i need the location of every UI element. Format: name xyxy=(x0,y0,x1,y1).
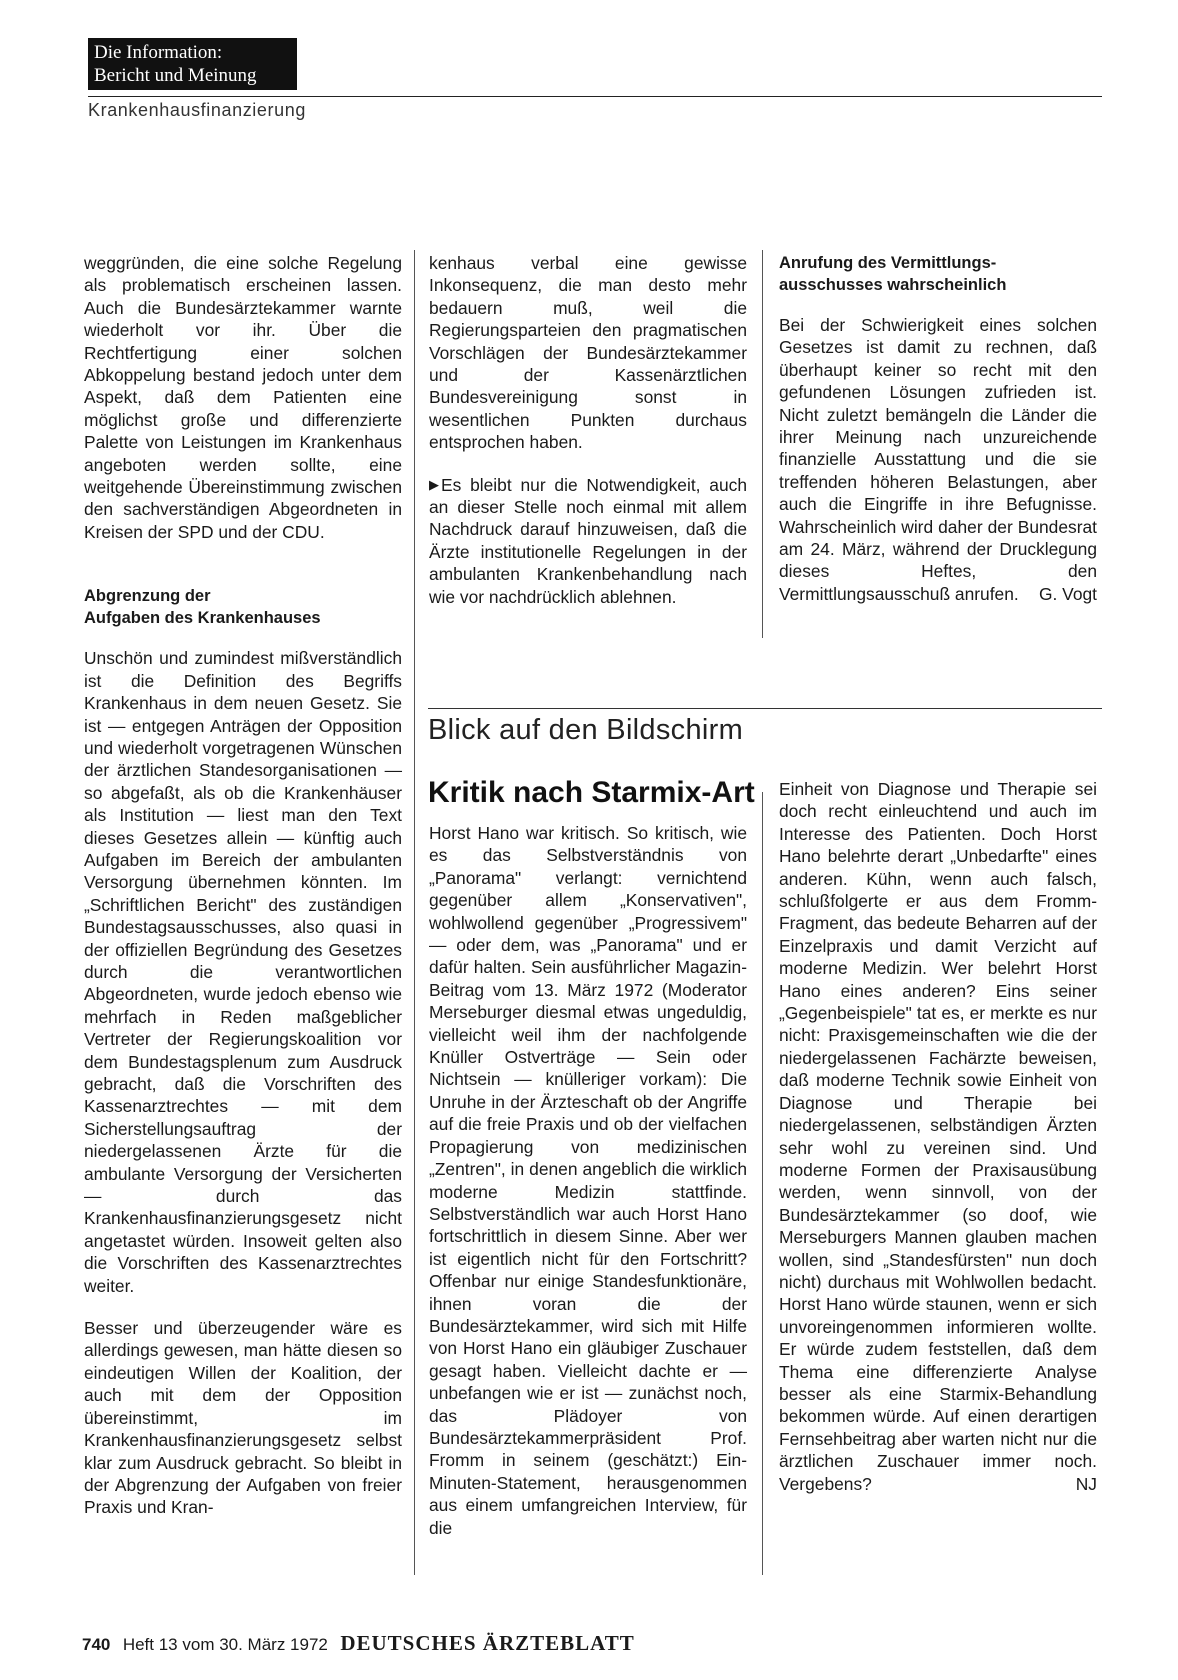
paragraph: weggründen, die eine solche Regelung als problematisch erscheinen lassen. Auch die Bundesärztekammer warnte wiederholt vor ihr. Über die Rechtfertigung einer solchen Abkoppelung bestand jedoch unter dem Aspekt, daß dem Patienten eine möglichst große und differenzierte Palette von Leistungen im Krankenhaus angeboten werden sollte, eine weitgehende Übereinstimmung zwischen den sachverständigen Abgeordneten in Kreisen der SPD und der CDU. xyxy=(84,253,402,542)
subheading xyxy=(779,252,1097,296)
author-signature: NJ xyxy=(1075,1473,1097,1494)
paragraph: Besser und überzeugender wäre es allerdings gewesen, man hätte diesen so eindeutigen Willen der Koalition, der auch mit dem der Opposition übereinstimmt, im Krankenhausfinanzierungsgesetz selbst klar zum Ausdruck gebracht. So bleibt in der Abgrenzung der Aufgaben von freier Praxis und Kran- xyxy=(84,1318,402,1518)
magazine-name: DEUTSCHES ÄRZTEBLATT xyxy=(340,1631,635,1655)
column-divider-2-bottom xyxy=(762,792,763,1575)
page-footer xyxy=(82,1631,635,1656)
paragraph-text: Einheit von Diagnose und Therapie sei doch recht einleuchtend und auch im Interesse des Patienten. Doch Horst Hano belehrte derart „Unbedarfte" eines anderen. Kühn, wenn auch falsch, schlußfolgerte er aus dem Fromm-Fragment, das bedeute Beharren auf der Einzelpraxis und damit Verzicht auf moderne Medizin. Wer belehrt Horst Hano eines anderen? Eins seiner „Gegenbeispiele" tat es, er merkte es nur nicht: Praxisgemeinschaften wie die der niedergelassenen Fachärzte beweisen, daß moderne Technik sowie Einheit von Diagnose und Therapie bei niedergelassenen, selbständigen Ärzten sehr wohl zu vereinen sind. Und moderne Formen der Praxisausübung werden, wenn sinnvoll, von der Bundesärztekammer (so doof, wie Merseburgers Mannen glauben machen wollen, sind „Standesfürsten" nun doch nicht) durchaus mit Wohlwollen bedacht. Horst Hano würde staunen, wenn er sich unvoreingenommen informieren wollte. Er würde zudem feststellen, daß dem Thema eine differenzierte Analyse besser als eine Starmix-Behandlung bekommen würde. Auf einen derartigen Fernsehbeitrag aber warten nicht nur die ärztlichen Zuschauer immer noch. Vergebens? xyxy=(779,779,1097,1494)
bullet-paragraph xyxy=(429,474,747,608)
rubric-title: Blick auf den Bildschirm xyxy=(428,714,744,746)
badge-line-1: Die Information: xyxy=(94,42,223,63)
column-1 xyxy=(84,252,402,1519)
page-number: 740 xyxy=(82,1635,111,1654)
header-rule xyxy=(88,96,1102,97)
paragraph xyxy=(779,314,1097,605)
bullet-text: Es bleibt nur die Notwendigkeit, auch an dieser Stelle noch einmal mit allem Nachdruck darauf hinzuweisen, daß die Ärzte institutionelle Regelungen in der ambulanten Krankenbehandlung nach wie vor nachdrücklich ablehnen. xyxy=(429,474,747,607)
section-rule xyxy=(428,708,1102,709)
column-4 xyxy=(429,822,747,1539)
subheading-line-1: Anrufung des Vermittlungs- xyxy=(779,254,997,272)
paragraph: Unschön und zumindest mißverständlich ist die Definition des Begriffs Krankenhaus in dem neuen Gesetz. Sie ist — entgegen Anträgen der Opposition und wiederholt vorgetragenen Wünschen der ärztlichen Standesorganisationen — so abgefaßt, als ob die Krankenhäuser als Institution — liest man den Text dieses Gesetzes allein — künftig auch Aufgaben im Bereich der ambulanten Versorgung übernehmen könnten. Im „Schriftlichen Bericht" des zuständigen Bundestagsausschusses, also quasi in der offiziellen Begründung des Gesetzes durch die verantwortlichen Abgeordneten, wurde jedoch ebenso wie mehrfach in Reden maßgeblicher Vertreter der Regierungskoalition vor dem Bundestagsplenum zum Ausdruck gebracht, daß die Vorschriften des Kassenarztrechtes — mit dem Sicherstellungsauftrag der niedergelassenen Ärzte für die ambulante Versorgung der Versicherten — durch das Krankenhausfinanzierungsgesetz nicht angetastet würden. Insoweit gelten also die Vorschriften des Kassenarztrechtes weiter. xyxy=(84,648,402,1296)
triangle-bullet-icon: ▶ xyxy=(429,476,439,492)
paragraph: Horst Hano war kritisch. So kritisch, wie es das Selbstverständnis von „Panorama" verlangt: vernichtend gegenüber allem „Konservativen", wohlwollend gegenüber „Progressivem" — oder dem, was „Panorama" und er dafür halten. Sein ausführlicher Magazin-Beitrag vom 13. März 1972 (Moderator Merseburger diesmal etwas ungeduldig, vielleicht weil ihm der nachfolgende Knüller Ostverträge — Sein oder Nichtsein — knülleriger vorkam): Die Unruhe in der Ärzteschaft ob der Angriffe auf die freie Praxis und ob der vielfachen Propagierung von medizinischen „Zentren", in denen angeblich die wirklich moderne Medizin stattfinde. Selbstverständlich war auch Horst Hano fortschrittlich in diesem Sinne. Aber wer ist eigentlich nicht für den Fortschritt? Offenbar nur einige Standesfunktionäre, ihnen voran die der Bundesärztekammer, wird sich mit Hilfe von Horst Hano ein gläubiger Zuschauer gesagt haben. Vielleicht dachte er — unbefangen wie er ist — zunächst noch, das Plädoyer von Bundesärztekammerpräsident Prof. Fromm in seinem (geschätzt:) Ein-Minuten-Statement, herausgenommen aus einem umfangreichen Interview, für die xyxy=(429,823,747,1538)
column-3 xyxy=(779,252,1097,605)
subheading-line-2: ausschusses wahrscheinlich xyxy=(779,276,1007,294)
subheading xyxy=(84,585,402,629)
paragraph: kenhaus verbal eine gewisse Inkonsequenz, die man desto mehr bedauern muß, weil die Regierungsparteien den pragmatischen Vorschlägen der Bundesärztekammer und der Kassenärztlichen Bundesvereinigung sonst in wesentlichen Punkten durchaus entsprochen haben. xyxy=(429,253,747,453)
column-divider-1 xyxy=(414,250,415,1575)
column-5 xyxy=(779,778,1097,1495)
badge-line-2: Bericht und Meinung xyxy=(94,65,257,86)
rubric-badge xyxy=(88,38,297,90)
column-divider-2-top xyxy=(762,250,763,638)
paragraph-text: Bei der Schwierigkeit eines solchen Gesetzes ist damit zu rechnen, daß überhaupt keiner so recht mit den gefundenen Lösungen zufrieden ist. Nicht zuletzt bemängeln die Länder die ihrer Meinung nach unzureichende finanzielle Ausstattung und die sie treffenden höheren Belastungen, aber auch die Eingriffe in ihre Befugnisse. Wahrscheinlich wird daher der Bundesrat am 24. März, während der Drucklegung dieses Heftes, den Vermittlungsausschuß anrufen. xyxy=(779,315,1097,604)
paragraph xyxy=(779,778,1097,1495)
article-title: Kritik nach Starmix-Art xyxy=(428,776,755,809)
subheading-line-1: Abgrenzung der xyxy=(84,587,211,606)
subheading-line-2: Aufgaben des Krankenhauses xyxy=(84,609,321,628)
author-signature: G. Vogt xyxy=(1038,583,1097,604)
section-label: Krankenhausfinanzierung xyxy=(88,100,306,120)
issue-info: Heft 13 vom 30. März 1972 xyxy=(122,1635,328,1654)
column-2 xyxy=(429,252,747,608)
